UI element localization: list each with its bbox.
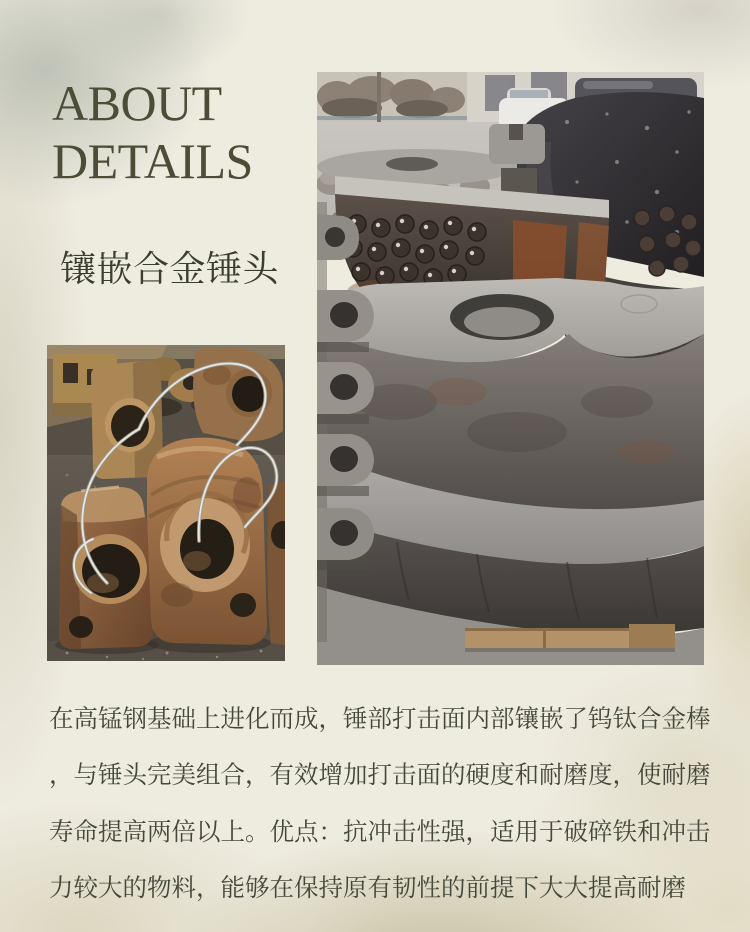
- description-line-2: ，与锤头完美组合，有效增加打击面的硬度和耐磨度，使耐磨: [49, 762, 711, 790]
- edge-hammer-head: [267, 481, 285, 645]
- left-photo-graphic: [47, 345, 285, 661]
- product-subtitle: 镶嵌合金锤头: [60, 248, 280, 289]
- description-line-1: 在高锰钢基础上进化而成，锤部打击面内部镶嵌了钨钛合金棒: [49, 706, 711, 733]
- lug-ear: [317, 434, 374, 496]
- left-product-photo: [47, 345, 285, 661]
- lug-ear: [317, 508, 374, 570]
- right-photo-graphic: [317, 72, 704, 665]
- title-line-1: ABOUT: [52, 75, 222, 131]
- lug-ear: [317, 362, 374, 424]
- right-back-hammer-head: [193, 348, 283, 441]
- description-line-3: 寿命提高两倍以上。优点：抗冲击性强，适用于破碎铁和冲击: [49, 818, 711, 846]
- page-title: [52, 74, 253, 190]
- description-line-4: 力较大的物料，能够在保持原有韧性的前提下大大提高耐磨: [49, 875, 686, 903]
- right-product-photo: [317, 72, 704, 665]
- title-line-2: DETAILS: [52, 133, 253, 189]
- product-description: [49, 692, 725, 918]
- wooden-pallet: [465, 624, 675, 652]
- lug-ear: [317, 290, 374, 352]
- right-hammer-head: [147, 438, 267, 645]
